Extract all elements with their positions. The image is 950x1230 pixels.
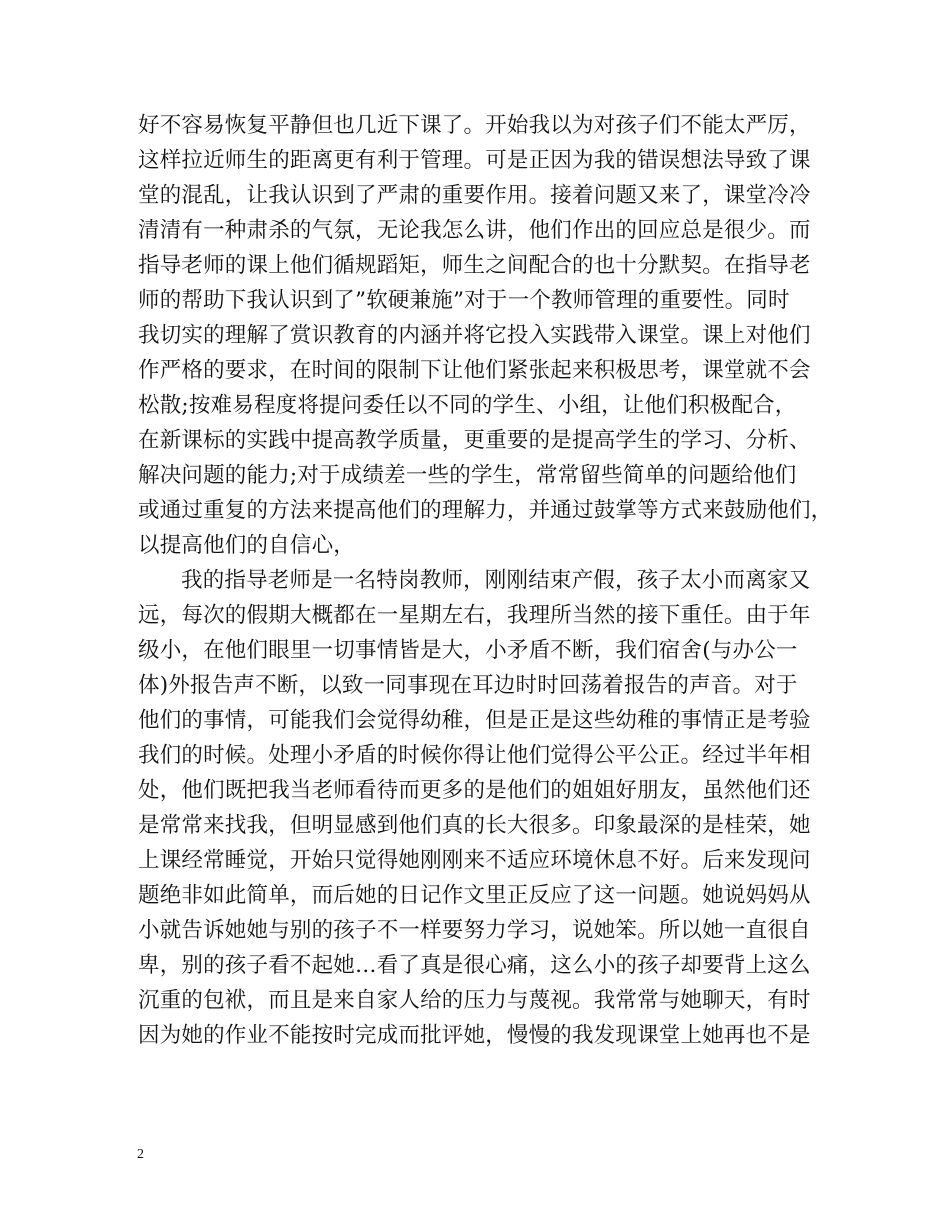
paragraph-1-line-2: 这样拉近师生的距离更有利于管理。可是正因为我的错误想法导致了课 (138, 148, 811, 173)
paragraph-1-line-10: 在新课标的实践中提高教学质量，更重要的是提高学生的学习、分析、 (138, 428, 811, 453)
paragraph-1-line-7: 我切实的理解了赏识教育的内涵并将它投入实践带入课堂。课上对他们 (138, 323, 811, 348)
paragraph-2-line-4: 体)外报告声不断，以致一同事现在耳边时时回荡着报告的声音。对于 (138, 673, 798, 698)
paragraph-2-line-7: 处，他们既把我当老师看待而更多的是他们的姐姐好朋友，虽然他们还 (138, 778, 811, 803)
paragraph-1-line-8: 作严格的要求，在时间的限制下让他们紧张起来积极思考，课堂就不会 (138, 358, 811, 383)
paragraph-1-line-9: 松散;按难易程度将提问委任以不同的学生、小组，让他们积极配合， (138, 393, 797, 418)
paragraph-1-line-1: 好不容易恢复平静但也几近下课了。开始我以为对孩子们不能太严厉， (138, 113, 811, 138)
paragraph-2-line-13: 沉重的包袱，而且是来自家人给的压力与蔑视。我常常与她聊天，有时 (138, 988, 811, 1013)
paragraph-2-line-10: 题绝非如此简单，而后她的日记作文里正反应了这一问题。她说妈妈从 (138, 883, 811, 908)
paragraph-1-line-3: 堂的混乱，让我认识到了严肃的重要作用。接着问题又来了，课堂冷冷 (138, 183, 811, 208)
page-number: 2 (137, 1147, 144, 1162)
paragraph-2-line-5: 他们的事情，可能我们会觉得幼稚，但是正是这些幼稚的事情正是考验 (138, 708, 811, 733)
paragraph-2-line-8: 是常常来找我，但明显感到他们真的长大很多。印象最深的是桂荣，她 (138, 813, 811, 838)
paragraph-1-line-4: 清清有一种肃杀的气氛，无论我怎么讲，他们作出的回应总是很少。而 (138, 218, 811, 243)
paragraph-1-line-13: 以提高他们的自信心， (138, 533, 356, 558)
paragraph-2-line-6: 我们的时候。处理小矛盾的时候你得让他们觉得公平公正。经过半年相 (138, 743, 811, 768)
paragraph-1-line-11: 解决问题的能力;对于成绩差一些的学生，常常留些简单的问题给他们 (138, 463, 797, 488)
paragraph-1-line-12: 或通过重复的方法来提高他们的理解力，并通过鼓掌等方式来鼓励他们， (138, 498, 833, 523)
paragraph-2-line-12: 卑，别的孩子看不起她…看了真是很心痛，这么小的孩子却要背上这么 (138, 953, 811, 978)
paragraph-2-line-9: 上课经常睡觉，开始只觉得她刚刚来不适应环境休息不好。后来发现问 (138, 848, 811, 873)
paragraph-1-line-5: 指导老师的课上他们循规蹈矩，师生之间配合的也十分默契。在指导老 (138, 253, 811, 278)
paragraph-2-line-2: 远，每次的假期大概都在一星期左右，我理所当然的接下重任。由于年 (138, 603, 811, 628)
paragraph-2-line-14: 因为她的作业不能按时完成而批评她，慢慢的我发现课堂上她再也不是 (138, 1023, 811, 1048)
paragraph-1-line-6: 师的帮助下我认识到了”软硬兼施”对于一个教师管理的重要性。同时 (138, 288, 790, 313)
paragraph-2-line-11: 小就告诉她她与别的孩子不一样要努力学习，说她笨。所以她一直很自 (138, 918, 811, 943)
paragraph-2-line-1: 我的指导老师是一名特岗教师，刚刚结束产假，孩子太小而离家又 (181, 568, 811, 593)
paragraph-2-line-3: 级小，在他们眼里一切事情皆是大，小矛盾不断，我们宿舍(与办公一 (138, 638, 798, 663)
